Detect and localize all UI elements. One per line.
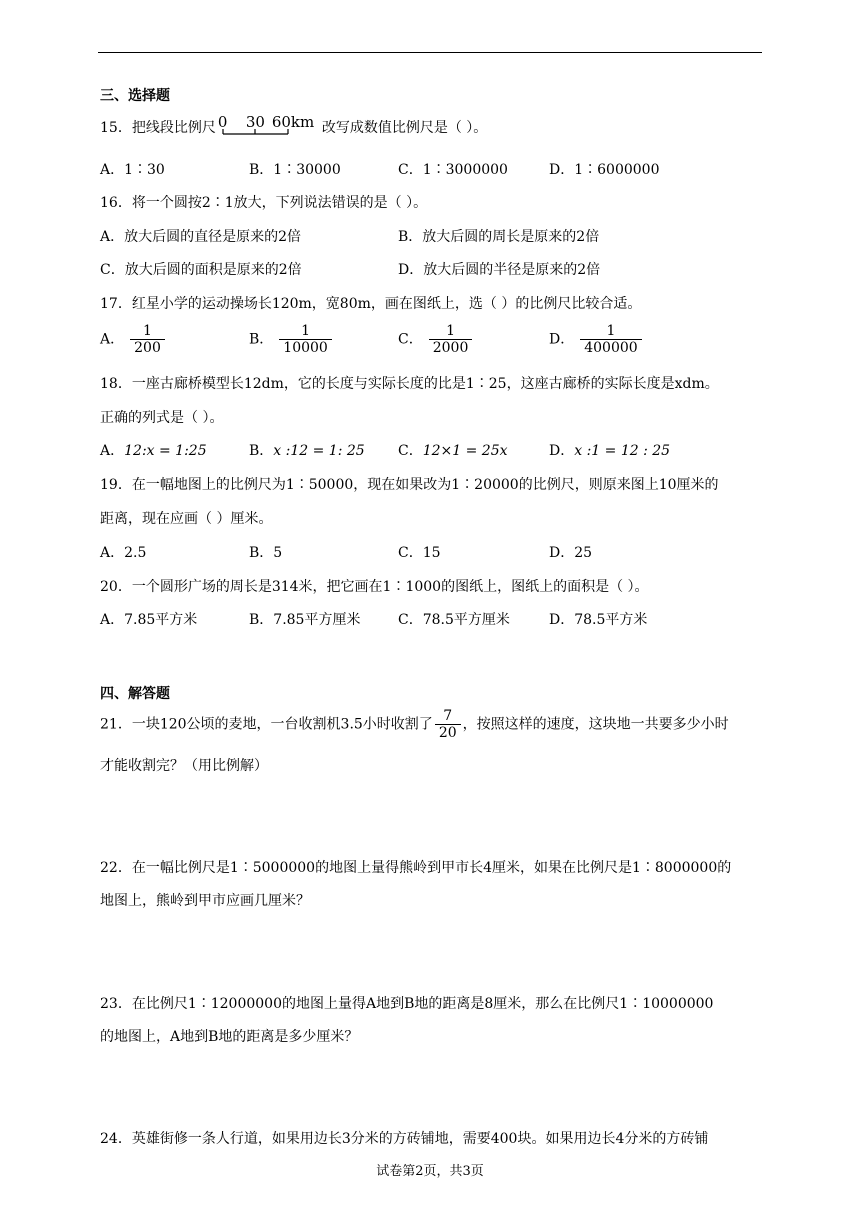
q16-option-b[interactable]: B．放大后圆的周长是原来的2倍: [398, 229, 600, 245]
question-21-text-post: ，按照这样的速度，这块地一共要多少小时: [462, 716, 729, 733]
option-expression: 12×1 = 25x: [422, 443, 508, 459]
fraction-numerator: 1: [130, 323, 165, 340]
header-rule: [98, 52, 762, 53]
option-expression: x :12 = 1: 25: [273, 443, 365, 459]
fraction: [130, 323, 165, 356]
fraction-denominator: 20: [438, 725, 457, 741]
fraction-denominator: 10000: [283, 340, 328, 356]
scale-label-0: 0: [217, 113, 228, 131]
line-scale-figure: [217, 113, 318, 137]
option-letter: B．: [249, 443, 274, 459]
fraction: [580, 323, 641, 356]
q18-option-a[interactable]: [100, 440, 207, 460]
q17-option-d[interactable]: [549, 323, 642, 356]
question-21-line-2: 才能收割完？（用比例解）: [100, 758, 268, 774]
section-title-answer: 四、解答题: [100, 686, 170, 702]
option-expression: x :1 = 12 : 25: [574, 443, 671, 459]
scale-label-60km: 60km: [271, 113, 315, 131]
q20-option-c[interactable]: C．78.5平方厘米: [398, 612, 510, 628]
option-letter: A．: [100, 331, 125, 348]
q19-option-c[interactable]: C．15: [398, 545, 441, 561]
question-20: 20．一个圆形广场的周长是314米，把它画在1∶1000的图纸上，图纸上的面积是（ ）。: [100, 579, 649, 595]
q19-option-b[interactable]: B．5: [249, 545, 283, 561]
fraction: [279, 323, 332, 356]
question-17: 17．红星小学的运动操场长120m，宽80m，画在图纸上，选（ ）的比例尺比较合适。: [100, 296, 642, 312]
question-18-line-2: 正确的列式是（ ）。: [100, 410, 224, 426]
question-21-line-1: [100, 708, 729, 741]
option-letter: B．: [249, 331, 274, 348]
option-letter: D．: [549, 443, 575, 459]
fraction-numerator: 1: [580, 323, 641, 340]
question-24-line-1: 24．英雄街修一条人行道，如果用边长3分米的方砖铺地，需要400块。如果用边长4分米的方砖铺: [100, 1131, 709, 1147]
q16-option-a[interactable]: A．放大后圆的直径是原来的2倍: [100, 229, 302, 245]
option-expression: 12:x = 1:25: [124, 443, 207, 459]
q15-option-b[interactable]: B．1∶30000: [249, 162, 341, 178]
option-letter: C．: [398, 443, 423, 459]
fraction-denominator: 2000: [432, 340, 469, 356]
q17-option-b[interactable]: [249, 323, 332, 356]
fraction-numerator: 7: [435, 708, 461, 725]
question-22-line-1: 22．在一幅比例尺是1∶5000000的地图上量得熊岭到甲市长4厘米，如果在比例尺是1∶8000000的: [100, 860, 732, 876]
fraction-7-20: [435, 708, 461, 741]
q20-option-d[interactable]: D．78.5平方米: [549, 612, 648, 628]
fraction: [429, 323, 473, 356]
scale-label-30: 30: [245, 113, 265, 131]
question-16: 16．将一个圆按2∶1放大，下列说法错误的是（ ）。: [100, 195, 428, 211]
section-title-choice: 三、选择题: [100, 88, 170, 104]
question-15: [100, 113, 488, 137]
question-23-line-2: 的地图上，A地到B地的距离是多少厘米？: [100, 1029, 359, 1045]
fraction-numerator: 1: [279, 323, 332, 340]
page-footer: 试卷第2页，共3页: [376, 1164, 484, 1179]
question-15-text-pre: 15．把线段比例尺: [100, 120, 216, 136]
q16-option-c[interactable]: C．放大后圆的面积是原来的2倍: [100, 262, 302, 278]
q15-option-d[interactable]: D．1∶6000000: [549, 162, 660, 178]
fraction-denominator: 400000: [584, 340, 638, 356]
q20-option-a[interactable]: A．7.85平方米: [100, 612, 198, 628]
q16-option-d[interactable]: D．放大后圆的半径是原来的2倍: [398, 262, 601, 278]
question-18-line-1: 18．一座古廊桥模型长12dm，它的长度与实际长度的比是1∶25，这座古廊桥的实际长度是xdm。: [100, 376, 719, 392]
question-19-line-1: 19．在一幅地图上的比例尺为1∶50000，现在如果改为1∶20000的比例尺，则原来图上10厘米的: [100, 477, 719, 493]
option-letter: C．: [398, 331, 423, 348]
q17-option-c[interactable]: [398, 323, 472, 356]
q18-option-b[interactable]: [249, 440, 365, 460]
option-letter: A．: [100, 443, 125, 459]
q19-option-d[interactable]: D．25: [549, 545, 593, 561]
q19-option-a[interactable]: A．2.5: [100, 545, 147, 561]
question-21-text-pre: 21．一块120公顷的麦地，一台收割机3.5小时收割了: [100, 716, 433, 733]
q17-option-a[interactable]: [100, 323, 165, 356]
q18-option-d[interactable]: [549, 440, 670, 460]
q18-option-c[interactable]: [398, 440, 508, 460]
question-15-text-post: 改写成数值比例尺是（ ）。: [321, 120, 488, 136]
fraction-numerator: 1: [429, 323, 473, 340]
option-letter: D．: [549, 331, 575, 348]
q15-option-c[interactable]: C．1∶3000000: [398, 162, 508, 178]
question-22-line-2: 地图上，熊岭到甲市应画几厘米？: [100, 893, 310, 909]
question-19-line-2: 距离，现在应画（ ）厘米。: [100, 511, 273, 527]
q15-option-a[interactable]: A．1∶30: [100, 162, 165, 178]
fraction-denominator: 200: [134, 340, 161, 356]
q20-option-b[interactable]: B．7.85平方厘米: [249, 612, 361, 628]
question-23-line-1: 23．在比例尺1∶12000000的地图上量得A地到B地的距离是8厘米，那么在比例尺1∶10000000: [100, 996, 714, 1012]
